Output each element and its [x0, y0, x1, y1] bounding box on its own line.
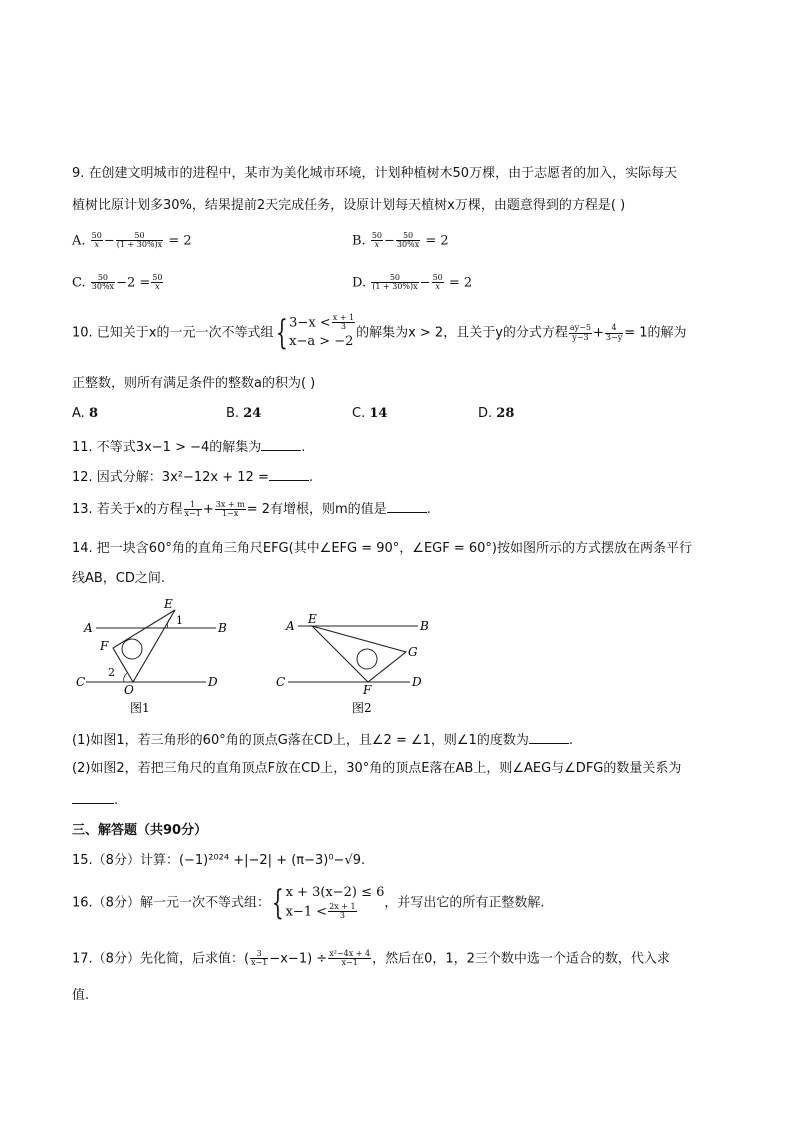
figure-1-caption: 图1 — [130, 701, 150, 715]
label-b: B — [420, 619, 429, 633]
angle-2-arc — [124, 673, 127, 682]
figure-2-caption: 图2 — [352, 701, 372, 715]
q14-sub2: (2)如图2，若把三角尺的直角顶点F放在CD上，30°角的顶点E落在AB上，则∠AEG与∠DFG的数量关系为 — [72, 761, 682, 776]
q14-sub1: (1)如图1，若三角形的60°角的顶点G落在CD上，且∠2 = ∠1，则∠1的度数为 . — [72, 733, 573, 748]
q16: 16.（8分）解一元一次不等式组：{ x + 3(x−2) ≤ 6 x−1 < $\frac{2x + 1}{3}$ ，并写出它的所有正整数解. — [72, 883, 545, 924]
q9-line2: 植树比原计划多30%，结果提前2天完成任务，设原计划每天植树x万棵，由题意得到的方程是( ) — [72, 198, 626, 213]
q12: 12. 因式分解：3x²−12x + 12 = . — [72, 470, 313, 485]
label-d: D — [412, 675, 422, 689]
label-f: F — [100, 639, 109, 653]
answer-blank[interactable] — [387, 500, 427, 513]
q14-line1: 14. 把一块含60°角的直角三角尺EFG(其中∠EFG = 90°，∠EGF = 60°)按如图所示的方式摆放在两条平行 — [72, 541, 692, 556]
q10-option-c: C. 14 — [352, 406, 388, 421]
figure-2 — [274, 612, 434, 722]
triangle-hole — [357, 649, 377, 669]
label-c: C — [276, 675, 286, 689]
answer-blank[interactable] — [72, 791, 114, 804]
option-label: B. — [352, 233, 366, 249]
q9-option-b: B. $\frac{50}{x}$ − $\frac{50}{30\%x}$ = 2 — [352, 231, 449, 250]
q10-line1: 10. 已知关于x的一元一次不等式组{ 3−x < $\frac{x + 1}{3}$ x−a > −2 的解集为x > 2，且关于y的分式方程 $\frac{ay-5}{y-3}$ + $\frac{4}{3-y}$ = 1的解为 — [72, 313, 687, 354]
label-e: E — [164, 597, 173, 611]
label-a: A — [84, 621, 93, 635]
label-c: C — [76, 675, 86, 689]
q13: 13. 若关于x的方程 $\frac{1}{x-1}$ + $\frac{3x + m}{1-x}$ = 2有增根，则m的值是 . — [72, 499, 431, 518]
option-label: C. — [72, 275, 86, 291]
q10-option-d: D. 28 — [478, 406, 515, 421]
angle-1-arc — [167, 618, 171, 628]
q10-option-a: A. 8 — [72, 406, 98, 421]
triangle-hole — [122, 639, 142, 659]
q9-line1: 9. 在创建文明城市的进程中，某市为美化城市环境，计划种植树木50万棵，由于志愿者的加入，实际每天 — [72, 166, 678, 181]
label-b: B — [218, 621, 227, 635]
triangle-efg — [312, 626, 406, 682]
answer-blank[interactable] — [261, 438, 301, 451]
q11: 11. 不等式3x−1 > −4的解集为 . — [72, 440, 306, 455]
q14-sub2-answer: . — [72, 791, 118, 809]
q15: 15.（8分）计算：(−1)²⁰²⁴ +|−2| + (π−3)⁰−√9. — [72, 853, 366, 868]
q9-option-c: C. $\frac{50}{30\%x}$ −2 = $\frac{50}{x}$ — [72, 273, 163, 292]
answer-blank[interactable] — [269, 468, 309, 481]
label-f: F — [363, 683, 372, 697]
option-label: A. — [72, 233, 86, 249]
label-d: D — [208, 675, 218, 689]
option-label: D. — [352, 275, 367, 291]
label-e: E — [308, 612, 317, 626]
label-g: G — [408, 645, 418, 659]
label-angle-1: 1 — [176, 614, 183, 627]
q17-line1: 17.（8分）先化简，后求值：( $\frac{3}{x-1}$ −x−1) ÷ $\frac{\text{x²−4x + 4}}{x-1}$ ，然后在0，1，2三个数中选一个适合的数，代入求 — [72, 949, 670, 968]
figure-1 — [76, 594, 236, 722]
q14-line2: 线AB，CD之间. — [72, 571, 166, 586]
label-o: O — [124, 683, 134, 697]
q10-option-b: B. 24 — [226, 406, 262, 421]
section-3-title: 三、解答题（共90分） — [72, 823, 208, 838]
answer-blank[interactable] — [529, 731, 569, 744]
q9-option-d: D. $\frac{50}{(1 + 30\%)x}$ − $\frac{50}{x}$ = 2 — [352, 273, 473, 292]
q10-line2: 正整数，则所有满足条件的整数a的积为( ) — [72, 376, 316, 391]
q17-line2: 值. — [72, 988, 90, 1003]
q9-option-a: A. $\frac{50}{x}$ − $\frac{50}{(1 + 30\%)x}$ = 2 — [72, 231, 192, 250]
label-a: A — [286, 619, 295, 633]
label-angle-2: 2 — [108, 666, 115, 679]
